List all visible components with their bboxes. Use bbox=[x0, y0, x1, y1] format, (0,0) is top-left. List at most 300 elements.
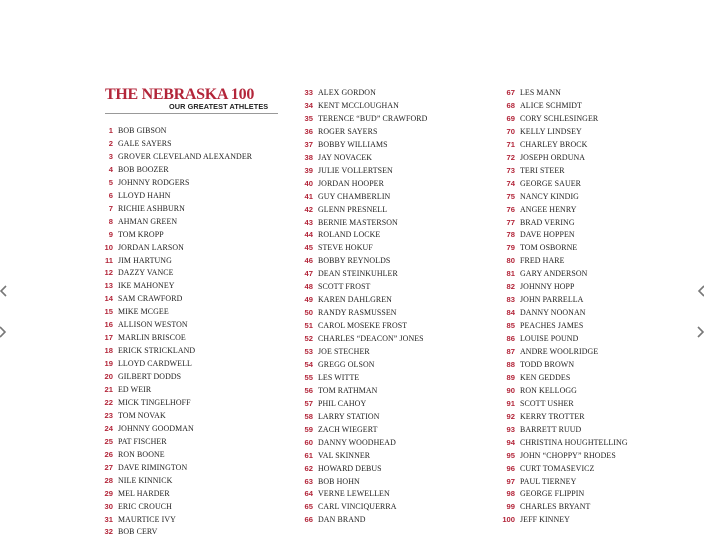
athlete-rank: 86 bbox=[506, 334, 515, 344]
athlete-rank: 20 bbox=[104, 372, 113, 382]
athlete-name: LLOYD CARDWELL bbox=[118, 359, 192, 369]
athlete-row bbox=[89, 448, 165, 461]
athlete-row bbox=[491, 280, 575, 293]
athlete-rank: 50 bbox=[304, 308, 313, 318]
athlete-name: MARLIN BRISCOE bbox=[118, 333, 186, 343]
athlete-name: MICK TINGELHOFF bbox=[118, 397, 191, 407]
athlete-rank: 75 bbox=[506, 191, 515, 201]
athlete-name: GROVER CLEVELAND ALEXANDER bbox=[118, 151, 253, 161]
athlete-rank: 13 bbox=[104, 281, 113, 291]
athlete-rank: 31 bbox=[104, 514, 113, 524]
athlete-name: ANGEE HENRY bbox=[520, 204, 577, 214]
athlete-name: GARY ANDERSON bbox=[520, 269, 588, 279]
athlete-rank: 60 bbox=[304, 437, 313, 447]
athlete-rank: 94 bbox=[506, 437, 515, 447]
athlete-row bbox=[289, 332, 424, 345]
athlete-rank: 70 bbox=[506, 126, 515, 136]
athlete-row bbox=[89, 292, 182, 305]
athlete-rank: 14 bbox=[104, 294, 113, 304]
athlete-row bbox=[289, 164, 393, 177]
athlete-name: GREGG OLSON bbox=[318, 359, 375, 369]
athlete-rank: 96 bbox=[506, 463, 515, 473]
athlete-rank: 32 bbox=[104, 527, 113, 537]
athlete-row bbox=[491, 267, 587, 280]
athlete-rank: 80 bbox=[506, 256, 515, 266]
athlete-rank: 43 bbox=[304, 217, 313, 227]
athlete-row bbox=[89, 305, 169, 318]
athlete-rank: 72 bbox=[506, 152, 515, 162]
athlete-rank: 5 bbox=[108, 177, 113, 187]
athlete-name: RANDY RASMUSSEN bbox=[318, 308, 397, 318]
athlete-row bbox=[289, 475, 360, 488]
athlete-name: TERENCE “BUD” CRAWFORD bbox=[318, 113, 428, 123]
athlete-row bbox=[89, 422, 194, 435]
athlete-name: PAUL TIERNEY bbox=[520, 476, 577, 486]
athlete-name: LES WITTE bbox=[318, 372, 360, 382]
athlete-name: TOM RATHMAN bbox=[318, 385, 378, 395]
athlete-name: JIM HARTUNG bbox=[118, 255, 172, 265]
athlete-row bbox=[491, 138, 587, 151]
athlete-name: VERNE LEWELLEN bbox=[318, 489, 390, 499]
athlete-name: DANNY NOONAN bbox=[520, 308, 586, 318]
athlete-name: KEN GEDDES bbox=[520, 372, 571, 382]
athlete-name: CHARLES BRYANT bbox=[520, 502, 591, 512]
athlete-rank: 62 bbox=[304, 463, 313, 473]
athlete-row bbox=[289, 513, 366, 526]
athlete-rank: 99 bbox=[506, 502, 515, 512]
athlete-rank: 89 bbox=[506, 372, 515, 382]
athlete-row bbox=[289, 397, 366, 410]
athlete-row bbox=[289, 306, 397, 319]
athlete-row bbox=[491, 125, 582, 138]
athlete-row bbox=[491, 306, 586, 319]
athlete-rank: 54 bbox=[304, 359, 313, 369]
athlete-row bbox=[289, 99, 399, 112]
athlete-name: RON BOONE bbox=[118, 449, 165, 459]
athlete-row bbox=[89, 150, 252, 163]
athlete-rank: 22 bbox=[104, 397, 113, 407]
athlete-name: BERNIE MASTERSON bbox=[318, 217, 398, 227]
athlete-rank: 25 bbox=[104, 436, 113, 446]
athlete-name: CORY SCHLESINGER bbox=[520, 113, 599, 123]
athlete-name: DAZZY VANCE bbox=[118, 268, 174, 278]
athlete-name: CHARLES “DEACON” JONES bbox=[318, 334, 424, 344]
athlete-rank: 59 bbox=[304, 424, 313, 434]
athlete-row bbox=[289, 216, 398, 229]
athlete-name: KELLY LINDSEY bbox=[520, 126, 582, 136]
athlete-rank: 40 bbox=[304, 178, 313, 188]
athlete-row bbox=[89, 409, 166, 422]
athlete-name: JOHNNY HOPP bbox=[520, 282, 575, 292]
athlete-name: CHARLEY BROCK bbox=[520, 139, 588, 149]
athlete-rank: 98 bbox=[506, 489, 515, 499]
athlete-rank: 51 bbox=[304, 321, 313, 331]
athlete-name: HOWARD DEBUS bbox=[318, 463, 382, 473]
athlete-name: ALEX GORDON bbox=[318, 88, 376, 97]
athlete-row bbox=[89, 344, 195, 357]
next-page-right-lower[interactable] bbox=[696, 326, 704, 338]
athlete-rank: 15 bbox=[104, 307, 113, 317]
athlete-name: JULIE VOLLERTSEN bbox=[318, 165, 393, 175]
athlete-row bbox=[289, 371, 359, 384]
athlete-name: NANCY KINDIG bbox=[520, 191, 579, 201]
athlete-row bbox=[89, 279, 175, 292]
athlete-name: GILBERT DODDS bbox=[118, 372, 182, 382]
athlete-rank: 35 bbox=[304, 113, 313, 123]
athlete-row bbox=[89, 189, 171, 202]
athlete-rank: 66 bbox=[304, 515, 313, 525]
athlete-rank: 71 bbox=[506, 139, 515, 149]
athlete-name: TOM KROPP bbox=[118, 229, 164, 239]
athlete-rank: 1 bbox=[108, 126, 113, 135]
athlete-name: JEFF KINNEY bbox=[520, 515, 570, 525]
athlete-row bbox=[491, 254, 565, 267]
chevron-right-icon bbox=[0, 326, 8, 338]
athlete-rank: 47 bbox=[304, 269, 313, 279]
athlete-name: DANNY WOODHEAD bbox=[318, 437, 396, 447]
athlete-rank: 19 bbox=[104, 359, 113, 369]
athlete-name: KAREN DAHLGREN bbox=[318, 295, 392, 305]
athlete-rank: 53 bbox=[304, 347, 313, 356]
athlete-rank: 93 bbox=[506, 424, 515, 434]
prev-page-left-lower[interactable] bbox=[0, 326, 10, 338]
athlete-row bbox=[289, 254, 390, 267]
athlete-row bbox=[491, 358, 574, 371]
athlete-row bbox=[89, 474, 172, 487]
next-page-right-upper[interactable] bbox=[696, 285, 704, 297]
athlete-rank: 76 bbox=[506, 204, 515, 214]
athlete-row bbox=[491, 487, 584, 500]
athlete-row bbox=[491, 423, 581, 436]
athlete-name: ED WEIR bbox=[118, 385, 152, 394]
athlete-row bbox=[491, 228, 575, 241]
athlete-rank: 58 bbox=[304, 411, 313, 421]
athlete-row bbox=[89, 487, 170, 500]
athlete-row bbox=[289, 423, 378, 436]
athlete-name: DAVE RIMINGTON bbox=[118, 462, 188, 472]
athlete-rank: 3 bbox=[108, 151, 113, 161]
athlete-rank: 49 bbox=[304, 295, 313, 305]
athlete-row bbox=[89, 228, 164, 241]
athlete-name: ERIC CROUCH bbox=[118, 501, 172, 511]
page-subtitle: OUR GREATEST ATHLETES bbox=[169, 102, 269, 111]
athlete-name: CHRISTINA HOUGHTELLING bbox=[520, 437, 628, 447]
athlete-rank: 39 bbox=[304, 165, 313, 175]
athlete-row bbox=[89, 370, 181, 383]
athlete-name: LARRY STATION bbox=[318, 411, 380, 421]
athlete-name: GLENN PRESNELL bbox=[318, 204, 388, 214]
athlete-name: RICHIE ASHBURN bbox=[118, 203, 185, 213]
athlete-row bbox=[289, 151, 372, 164]
athlete-rank: 83 bbox=[506, 295, 515, 305]
athlete-rank: 18 bbox=[104, 346, 113, 356]
athlete-row bbox=[491, 177, 581, 190]
athlete-name: PEACHES JAMES bbox=[520, 321, 584, 331]
athlete-rank: 100 bbox=[502, 515, 515, 525]
athlete-name: JOSEPH ORDUNA bbox=[520, 152, 586, 162]
chevron-left-icon bbox=[696, 285, 704, 297]
athlete-name: DAVE HOPPEN bbox=[520, 230, 575, 240]
athlete-row bbox=[491, 449, 616, 462]
athlete-rank: 88 bbox=[506, 359, 515, 369]
athlete-rank: 69 bbox=[506, 113, 515, 123]
athlete-row bbox=[491, 500, 590, 513]
athlete-rank: 38 bbox=[304, 152, 313, 162]
athlete-rank: 46 bbox=[304, 256, 313, 266]
chevron-left-icon bbox=[0, 285, 8, 297]
athlete-row bbox=[491, 190, 579, 203]
athlete-name: SCOTT USHER bbox=[520, 398, 574, 408]
athlete-rank: 36 bbox=[304, 126, 313, 136]
athlete-name: ROLAND LOCKE bbox=[318, 230, 381, 240]
athlete-name: VAL SKINNER bbox=[318, 450, 371, 460]
athlete-row bbox=[289, 436, 396, 449]
athlete-name: DAN BRAND bbox=[318, 515, 366, 525]
athlete-row bbox=[89, 137, 172, 150]
athlete-rank: 56 bbox=[304, 385, 313, 395]
athlete-name: CURT TOMASEVICZ bbox=[520, 463, 595, 473]
athlete-row bbox=[89, 500, 172, 513]
athlete-row bbox=[89, 266, 174, 279]
athlete-rank: 7 bbox=[108, 203, 113, 213]
athlete-rank: 97 bbox=[506, 476, 515, 486]
athlete-rank: 78 bbox=[506, 230, 515, 240]
athlete-name: JOHNNY GOODMAN bbox=[118, 423, 194, 433]
prev-page-left-upper[interactable] bbox=[0, 285, 10, 297]
athlete-name: BOBBY WILLIAMS bbox=[318, 139, 388, 149]
athlete-row bbox=[89, 215, 177, 228]
athlete-name: ERICK STRICKLAND bbox=[118, 346, 196, 356]
athlete-name: BARRETT RUUD bbox=[520, 424, 582, 434]
athlete-name: MAURTICE IVY bbox=[118, 514, 176, 524]
chevron-right-icon bbox=[696, 326, 704, 338]
athlete-rank: 82 bbox=[506, 282, 515, 292]
athlete-row bbox=[491, 345, 598, 358]
athlete-row bbox=[289, 228, 380, 241]
athlete-name: TOM OSBORNE bbox=[520, 243, 578, 253]
athlete-rank: 9 bbox=[108, 229, 113, 239]
athlete-rank: 61 bbox=[304, 450, 313, 460]
athlete-rank: 27 bbox=[104, 462, 113, 472]
athlete-row bbox=[491, 475, 576, 488]
athlete-row bbox=[491, 397, 574, 410]
athlete-name: ROGER SAYERS bbox=[318, 126, 378, 136]
athlete-row bbox=[89, 202, 185, 215]
athlete-rank: 92 bbox=[506, 411, 515, 421]
athlete-row bbox=[89, 331, 186, 344]
athlete-row bbox=[289, 487, 390, 500]
athlete-row bbox=[491, 436, 628, 449]
athlete-rank: 48 bbox=[304, 282, 313, 292]
athlete-row bbox=[289, 203, 387, 216]
athlete-rank: 30 bbox=[104, 501, 113, 511]
athlete-row bbox=[89, 176, 189, 189]
athlete-rank: 67 bbox=[506, 88, 515, 97]
athlete-name: SCOTT FROST bbox=[318, 282, 371, 292]
athlete-row bbox=[491, 112, 598, 125]
athlete-name: STEVE HOKUF bbox=[318, 243, 373, 253]
athlete-row bbox=[289, 267, 398, 280]
athlete-name: GUY CHAMBERLIN bbox=[318, 191, 391, 201]
athlete-row bbox=[491, 241, 577, 254]
athlete-row bbox=[491, 86, 561, 99]
athlete-name: PAT FISCHER bbox=[118, 436, 167, 446]
athlete-name: TODD BROWN bbox=[520, 359, 575, 369]
title-divider bbox=[105, 113, 278, 114]
athlete-row bbox=[289, 241, 373, 254]
athlete-row bbox=[289, 280, 370, 293]
athlete-rank: 17 bbox=[104, 333, 113, 343]
athlete-rank: 87 bbox=[506, 347, 515, 356]
athlete-rank: 33 bbox=[304, 88, 313, 97]
athlete-row bbox=[89, 383, 151, 396]
athlete-rank: 34 bbox=[304, 100, 313, 110]
athlete-row bbox=[491, 384, 577, 397]
athlete-name: NILE KINNICK bbox=[118, 475, 173, 485]
athlete-rank: 26 bbox=[104, 449, 113, 459]
athlete-row bbox=[289, 384, 377, 397]
athlete-name: TERI STEER bbox=[520, 165, 565, 175]
athlete-row bbox=[89, 124, 167, 137]
athlete-rank: 4 bbox=[108, 164, 113, 174]
page-title: THE NEBRASKA 100 bbox=[105, 86, 255, 103]
athlete-rank: 85 bbox=[506, 321, 515, 331]
athlete-name: PHIL CAHOY bbox=[318, 398, 367, 408]
athlete-row bbox=[491, 462, 594, 475]
athlete-rank: 29 bbox=[104, 488, 113, 498]
athlete-rank: 23 bbox=[104, 410, 113, 420]
athlete-row bbox=[89, 396, 191, 409]
athlete-rank: 95 bbox=[506, 450, 515, 460]
athlete-row bbox=[491, 151, 585, 164]
athlete-row bbox=[89, 357, 192, 370]
athlete-rank: 57 bbox=[304, 398, 313, 408]
athlete-name: TOM NOVAK bbox=[118, 410, 166, 420]
athlete-name: AHMAN GREEN bbox=[118, 216, 178, 226]
athlete-row bbox=[89, 525, 157, 538]
athlete-rank: 91 bbox=[506, 398, 515, 408]
athlete-row bbox=[491, 513, 570, 526]
athlete-rank: 28 bbox=[104, 475, 113, 485]
athlete-row bbox=[89, 254, 172, 267]
athlete-name: GALE SAYERS bbox=[118, 138, 172, 148]
athlete-row bbox=[289, 86, 376, 99]
athlete-row bbox=[491, 293, 583, 306]
athlete-row bbox=[289, 345, 370, 358]
athlete-rank: 45 bbox=[304, 243, 313, 253]
athlete-row bbox=[289, 410, 380, 423]
athlete-row bbox=[289, 177, 384, 190]
athlete-name: BRAD VERING bbox=[520, 217, 575, 227]
athlete-row bbox=[89, 163, 169, 176]
athlete-name: JAY NOVACEK bbox=[318, 152, 373, 162]
athlete-rank: 41 bbox=[304, 191, 313, 201]
athlete-row bbox=[89, 241, 184, 254]
athlete-name: FRED HARE bbox=[520, 256, 565, 266]
athlete-rank: 81 bbox=[506, 269, 515, 279]
athlete-rank: 8 bbox=[108, 216, 113, 226]
athlete-name: BOB BOOZER bbox=[118, 164, 169, 174]
athlete-row bbox=[289, 449, 370, 462]
athlete-name: LOUISE POUND bbox=[520, 334, 579, 344]
athlete-name: ALLISON WESTON bbox=[118, 320, 188, 330]
athlete-row bbox=[491, 410, 585, 423]
athlete-row bbox=[289, 112, 427, 125]
athlete-name: KENT MCCLOUGHAN bbox=[318, 100, 399, 110]
athlete-rank: 79 bbox=[506, 243, 515, 253]
athlete-row bbox=[289, 500, 397, 513]
athlete-name: CARL VINCIQUERRA bbox=[318, 502, 397, 512]
athlete-rank: 77 bbox=[506, 217, 515, 227]
athlete-row bbox=[89, 461, 187, 474]
athlete-name: MEL HARDER bbox=[118, 488, 170, 498]
athlete-name: JOHNNY RODGERS bbox=[118, 177, 190, 187]
athlete-name: BOBBY REYNOLDS bbox=[318, 256, 391, 266]
athlete-name: JORDAN HOOPER bbox=[318, 178, 384, 188]
athlete-name: SAM CRAWFORD bbox=[118, 294, 183, 304]
athlete-row bbox=[289, 125, 377, 138]
athlete-name: ALICE SCHMIDT bbox=[520, 100, 583, 110]
athlete-row bbox=[89, 513, 176, 526]
athlete-rank: 11 bbox=[104, 255, 113, 265]
athlete-rank: 63 bbox=[304, 476, 313, 486]
athlete-row bbox=[289, 319, 407, 332]
athlete-rank: 24 bbox=[104, 423, 113, 433]
athlete-rank: 73 bbox=[506, 165, 515, 175]
athlete-rank: 84 bbox=[506, 308, 515, 318]
athlete-row bbox=[89, 435, 167, 448]
athlete-row bbox=[491, 99, 582, 112]
athlete-rank: 42 bbox=[304, 204, 313, 214]
athlete-name: IKE MAHONEY bbox=[118, 281, 175, 291]
athlete-rank: 90 bbox=[506, 385, 515, 395]
athlete-name: ZACH WIEGERT bbox=[318, 424, 378, 434]
athlete-rank: 64 bbox=[304, 489, 313, 499]
athlete-rank: 65 bbox=[304, 502, 313, 512]
athlete-rank: 6 bbox=[108, 190, 113, 200]
athlete-name: MIKE MCGEE bbox=[118, 307, 169, 317]
athlete-rank: 37 bbox=[304, 139, 313, 149]
athlete-row bbox=[491, 319, 583, 332]
athlete-rank: 44 bbox=[304, 230, 313, 240]
athlete-row bbox=[89, 318, 188, 331]
athlete-name: KERRY TROTTER bbox=[520, 411, 585, 421]
athlete-rank: 74 bbox=[506, 178, 515, 188]
athlete-row bbox=[491, 203, 577, 216]
athlete-name: BOB GIBSON bbox=[118, 126, 167, 135]
athlete-row bbox=[491, 332, 578, 345]
athlete-rank: 12 bbox=[104, 268, 113, 278]
athlete-name: JORDAN LARSON bbox=[118, 242, 184, 252]
athlete-rank: 10 bbox=[104, 242, 113, 252]
athlete-name: BOB CERV bbox=[118, 527, 158, 537]
athlete-name: BOB HOHN bbox=[318, 476, 360, 486]
athlete-rank: 52 bbox=[304, 334, 313, 344]
athlete-name: GEORGE FLIPPIN bbox=[520, 489, 585, 499]
athlete-name: GEORGE SAUER bbox=[520, 178, 582, 188]
athlete-name: RON KELLOGG bbox=[520, 385, 577, 395]
athlete-name: JOE STECHER bbox=[318, 347, 370, 356]
athlete-name: LLOYD HAHN bbox=[118, 190, 171, 200]
athlete-name: JOHN PARRELLA bbox=[520, 295, 584, 305]
athlete-rank: 2 bbox=[108, 138, 113, 148]
athlete-row bbox=[491, 164, 565, 177]
athlete-row bbox=[491, 216, 575, 229]
athlete-row bbox=[289, 358, 375, 371]
athlete-rank: 55 bbox=[304, 372, 313, 382]
athlete-name: ANDRE WOOLRIDGE bbox=[520, 347, 599, 356]
athlete-name: DEAN STEINKUHLER bbox=[318, 269, 398, 279]
